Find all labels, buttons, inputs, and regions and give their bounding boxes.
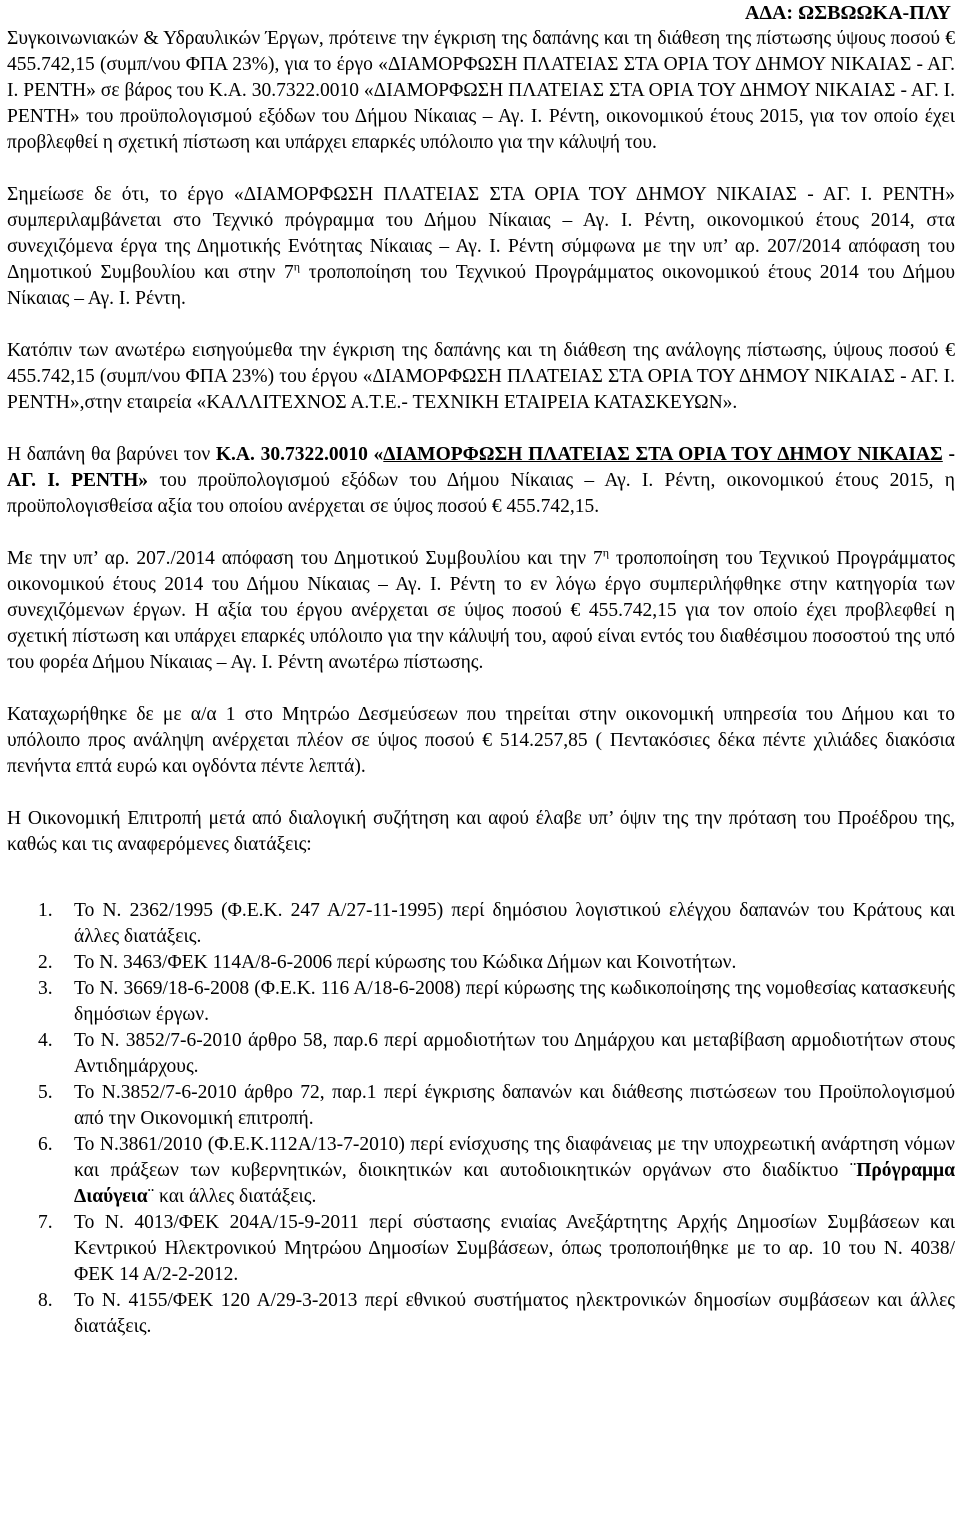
paragraph-gap xyxy=(7,858,955,884)
list-item-text: Το Ν. 4155/ΦΕΚ 120 Α/29-3-2013 περί εθνικού συστήματος ηλεκτρονικών δημοσίων συμβάσεων και άλλες διατάξεις. xyxy=(74,1290,955,1337)
diavgeia-program: Πρόγραμμα Διαύγεια xyxy=(74,1160,955,1207)
list-item-number: 1. xyxy=(38,900,53,921)
paragraph-recommendation: Κατόπιν των ανωτέρω εισηγούμεθα την έγκριση της δαπάνης και τη διάθεση της ανάλογης πίστωσης, ύψους ποσού € 455.742,15 (συμπ/νου ΦΠΑ 23%) του έργου «ΔΙΑΜΟΡΦΩΣΗ ΠΛΑΤΕΙΑΣ ΣΤΑ ΟΡΙΑ ΤΟΥ ΔΗΜΟΥ ΝΙΚΑΙΑΣ - ΑΓ. Ι. ΡΕΝΤΗ»,στην εταιρεία «ΚΑΛΛΙΤΕΧΝΟΣ Α.Τ.Ε.- ΤΕΧΝΙΚΗ ΕΤΑΙΡΕΙΑ ΚΑΤΑΣΚΕΥΩΝ». xyxy=(7,340,955,413)
list-item-text: Το Ν. 3463/ΦΕΚ 114Α/8-6-2006 περί κύρωσης του Κώδικα Δήμων και Κοινοτήτων. xyxy=(74,952,737,973)
paragraph-registration: Καταχωρήθηκε δε με α/α 1 στο Μητρώο Δεσμεύσεων που τηρείται στην οικονομική υπηρεσία του Δήμου και το υπόλοιπο προς ανάληψη ανέρχεται πλέον σε ύψος ποσού € 514.257,85 ( Πεντακόσιες δέκα πέντε χιλιάδες διακόσια πενήντα επτά ευρώ και ογδόντα πέντε λεπτά). xyxy=(7,704,955,777)
paragraph-note-text-a: Σημείωσε δε ότι, το έργο «ΔΙΑΜΟΡΦΩΣΗ ΠΛΑΤΕΙΑΣ ΣΤΑ ΟΡΙΑ ΤΟΥ ΔΗΜΟΥ ΝΙΚΑΙΑΣ - ΑΓ. Ι. ΡΕΝΤΗ» συμπεριλαμβάνεται στο Τεχνικό πρόγραμμα του Δήμου Νίκαιας – Αγ. Ι. Ρέντη, οικονομικού έτους 2014, στα συνεχιζόμενα έργα της Δημοτικής Ενότητας Νίκαιας – Αγ. Ι. Ρέντη σύμφωνα με την υπ’ αρ. 207/2014 απόφαση του Δημοτικού Συμβουλίου και στην 7 xyxy=(7,184,955,283)
paragraph-committee: Η Οικονομική Επιτροπή μετά από διαλογική συζήτηση και αφού έλαβε υπ’ όψιν της την πρόταση του Προέδρου της, καθώς και τις αναφερόμενες διατάξεις: xyxy=(7,808,955,855)
paragraph-gap xyxy=(7,156,955,182)
ada-header: ΑΔΑ: ΩΣΒΩΩΚΑ-ΠΛΥ xyxy=(745,2,951,24)
paragraph-decision-text-a: Με την υπ’ αρ. 207./2014 απόφαση του Δημοτικού Συμβουλίου και την 7 xyxy=(7,548,603,569)
list-item xyxy=(7,1210,955,1288)
list-item-number: 5. xyxy=(38,1082,53,1103)
list-item xyxy=(7,976,955,1028)
list-item xyxy=(7,898,955,950)
budget-code: Κ.Α. 30.7322.0010 « xyxy=(215,444,384,465)
paragraph-gap xyxy=(7,312,955,338)
list-item-number: 8. xyxy=(38,1290,53,1311)
ordinal-superscript: η xyxy=(602,545,610,560)
list-item-number: 3. xyxy=(38,978,53,999)
paragraph-decision xyxy=(7,546,955,676)
legal-provisions-list xyxy=(7,898,955,1340)
list-item-number: 2. xyxy=(38,952,53,973)
ordinal-superscript: η xyxy=(293,259,301,274)
list-item-text: Το Ν. 3669/18-6-2008 (Φ.Ε.Κ. 116 Α/18-6-2008) περί κύρωσης της κωδικοποίησης της νομοθεσίας κατασκευής δημόσιων έργων. xyxy=(74,978,955,1025)
list-item-text-c: ¨ και άλλες διατάξεις. xyxy=(147,1186,317,1207)
list-item-text: Το Ν.3852/7-6-2010 άρθρο 72, παρ.1 περί έγκρισης δαπανών και διάθεσης πιστώσεων του Προϋπολογισμού από την Οικονομική επιτροπή. xyxy=(74,1082,955,1129)
paragraph-expense-text-e: του προϋπολογισμού εξόδων του Δήμου Νίκαιας – Αγ. Ι. Ρέντη, οικονομικού έτους 2015, η προϋπολογισθείσα αξία του οποίου ανέρχεται σε ύψος ποσού € 455.742,15. xyxy=(7,470,955,517)
list-item-text: Το Ν. 2362/1995 (Φ.Ε.Κ. 247 Α/27-11-1995) περί δημόσιου λογιστικού ελέγχου δαπανών του Κράτους και άλλες διατάξεις. xyxy=(74,900,955,947)
list-item xyxy=(7,1080,955,1132)
list-item-text: Το Ν. 3852/7-6-2010 άρθρο 58, παρ.6 περί αρμοδιοτήτων του Δημάρχου και μεταβίβαση αρμοδιοτήτων στους Αντιδημάρχους. xyxy=(74,1030,955,1077)
list-item xyxy=(7,1288,955,1340)
list-item-number: 7. xyxy=(38,1212,53,1233)
paragraph-gap xyxy=(7,884,955,898)
paragraph-gap xyxy=(7,416,955,442)
paragraph-gap xyxy=(7,520,955,546)
paragraph-expense xyxy=(7,442,955,520)
paragraph-note xyxy=(7,182,955,312)
list-item-number: 4. xyxy=(38,1030,53,1051)
list-item-text: Το Ν. 4013/ΦΕΚ 204Α/15-9-2011 περί σύστασης ενιαίας Ανεξάρτητης Αρχής Δημοσίων Συμβάσεων και Κεντρικού Ηλεκτρονικού Μητρώου Δημοσίων Συμβάσεων, όπως τροποποιήθηκε με το αρ. 10 του Ν. 4038/ΦΕΚ 14 Α/2-2-2012. xyxy=(74,1212,955,1285)
paragraph-gap xyxy=(7,780,955,806)
list-item-text-a: Το Ν.3861/2010 (Φ.Ε.Κ.112Α/13-7-2010) περί ενίσχυσης της διαφάνειας με την υποχρεωτική ανάρτηση νόμων και πράξεων των κυβερνητικών, διοικητικών και αυτοδιοικητικών οργάνων στο διαδίκτυο ¨ xyxy=(74,1134,955,1181)
project-title-suffix: - ΑΓ. Ι. ΡΕΝΤΗ» xyxy=(7,444,956,491)
paragraph-decision-text-b: τροποποίηση του Τεχνικού Προγράμματος οικονομικού έτους 2014 του Δήμου Νίκαιας – Αγ. Ι. Ρέντη το εν λόγω έργο συμπεριλήφθηκε στην κατηγορία των συνεχιζόμενων έργων. Η αξία του έργου ανέρχεται σε ύψος ποσού € 455.742,15 για τον οποίο έχει προβλεφθεί η σχετική πίστωση και υπάρχει επαρκές υπόλοιπο για την κάλυψή του, αφού είναι εντός του διαθέσιμου ποσοστού της υπό του φορέα Δήμου Νίκαιας – Αγ. Ι. Ρέντη ανωτέρω πίστωσης. xyxy=(7,548,956,673)
list-item-number: 6. xyxy=(38,1134,53,1155)
paragraph-gap xyxy=(7,676,955,702)
paragraph-expense-text-a: Η δαπάνη θα βαρύνει τον xyxy=(7,444,216,465)
list-item xyxy=(7,950,955,976)
paragraph-note-text-b: τροποποίηση του Τεχνικού Προγράμματος οικονομικού έτους 2014 του Δήμου Νίκαιας – Αγ. Ι. Ρέντη. xyxy=(7,262,955,309)
list-item xyxy=(7,1028,955,1080)
list-item xyxy=(7,1132,955,1210)
project-title: ΔΙΑΜΟΡΦΩΣΗ ΠΛΑΤΕΙΑΣ ΣΤΑ ΟΡΙΑ ΤΟΥ ΔΗΜΟΥ ΝΙΚΑΙΑΣ xyxy=(383,444,943,465)
paragraph-proposal: Συγκοινωνιακών & Υδραυλικών Έργων, πρότεινε την έγκριση της δαπάνης και τη διάθεση της πίστωσης ύψους ποσού € 455.742,15 (συμπ/νου ΦΠΑ 23%), για το έργο «ΔΙΑΜΟΡΦΩΣΗ ΠΛΑΤΕΙΑΣ ΣΤΑ ΟΡΙΑ ΤΟΥ ΔΗΜΟΥ ΝΙΚΑΙΑΣ - ΑΓ. Ι. ΡΕΝΤΗ» σε βάρος του Κ.Α. 30.7322.0010 «ΔΙΑΜΟΡΦΩΣΗ ΠΛΑΤΕΙΑΣ ΣΤΑ ΟΡΙΑ ΤΟΥ ΔΗΜΟΥ ΝΙΚΑΙΑΣ - ΑΓ. Ι. ΡΕΝΤΗ» του προϋπολογισμού εξόδων του Δήμου Νίκαιας – Αγ. Ι. Ρέντη, οικονομικού έτους 2015, για τον οποίο έχει προβλεφθεί η σχετική πίστωση και υπάρχει επαρκές υπόλοιπο για την κάλυψή του. xyxy=(7,28,955,153)
